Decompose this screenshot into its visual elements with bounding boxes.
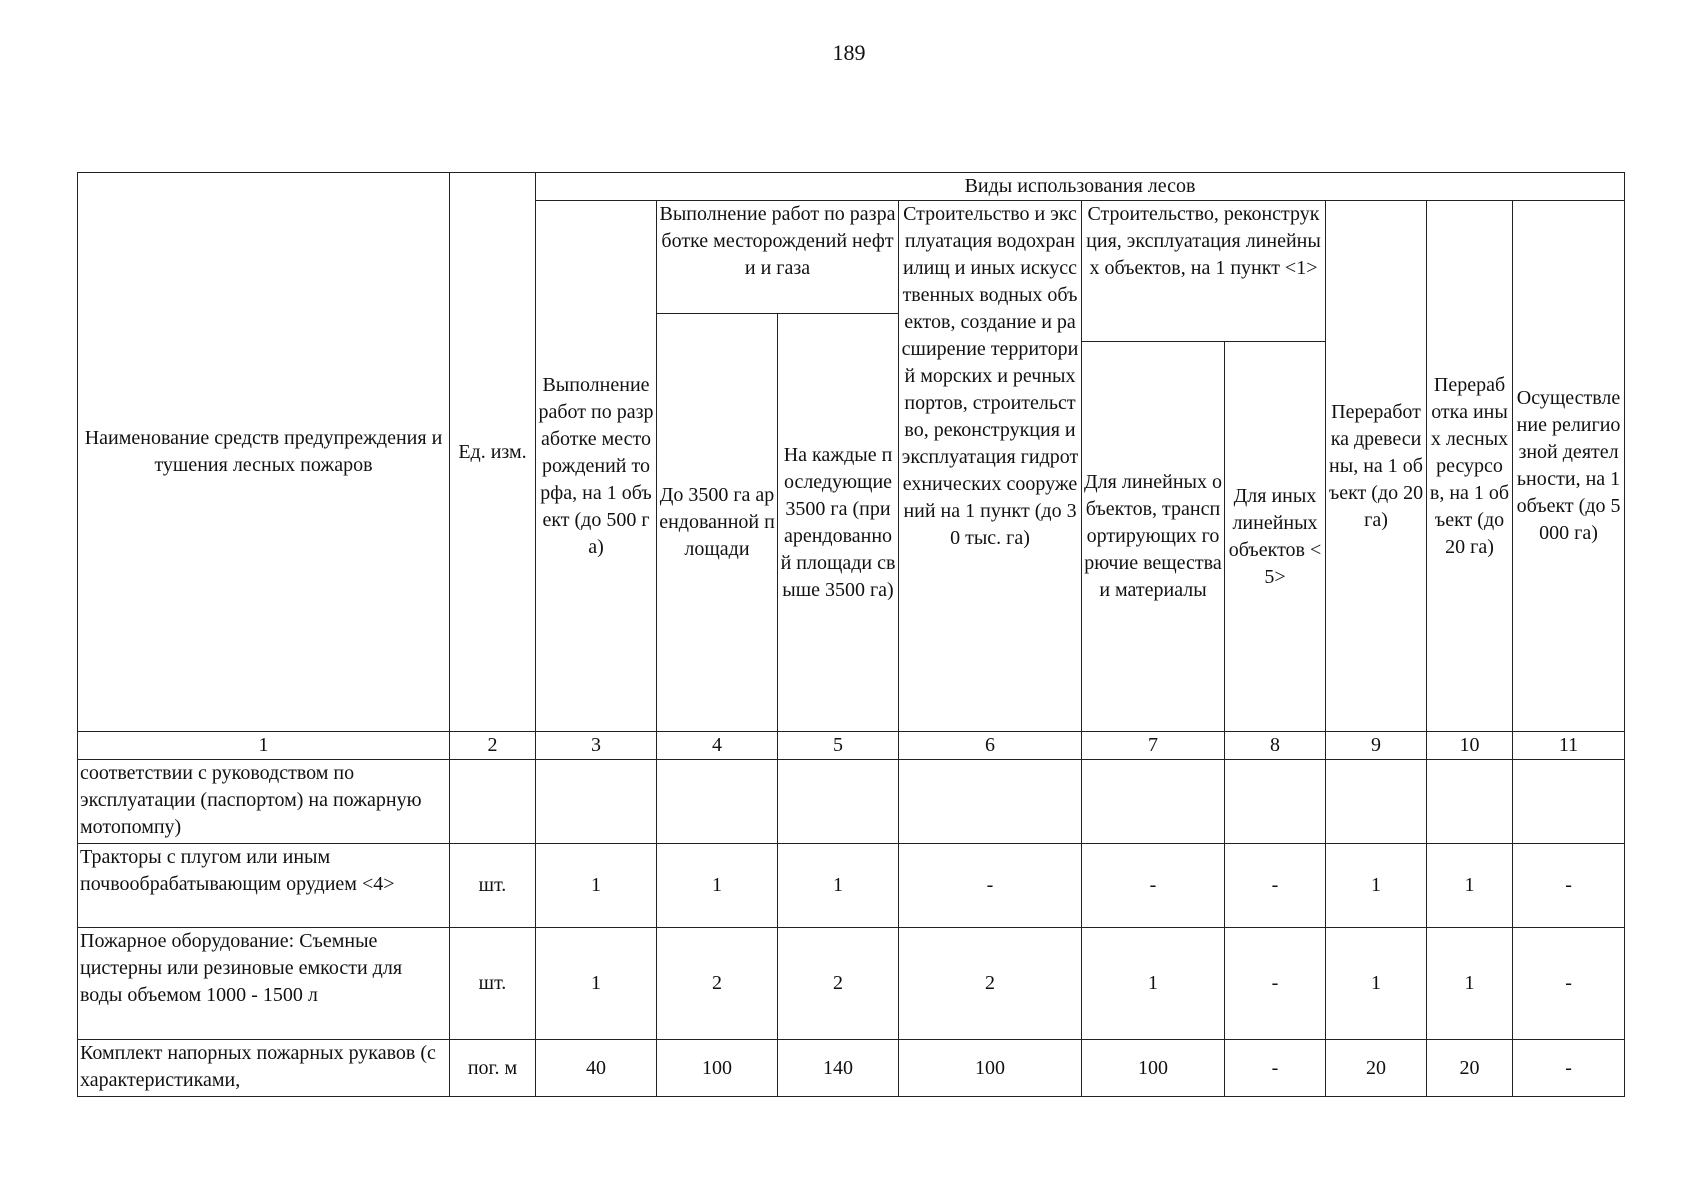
row-unit-cell [450, 760, 536, 844]
header-name-cell [78, 173, 450, 732]
page-number: 189 [832, 40, 866, 65]
header-linear-other-label: Для иных линейных объектов <5> [1228, 484, 1322, 588]
table-row [78, 844, 1625, 928]
column-number: 5 [778, 732, 899, 760]
header-linear-fuel-label: Для линейных объектов, транспортирующих горючие вещества и материалы [1084, 471, 1222, 601]
column-number: 3 [536, 732, 657, 760]
column-number: 6 [899, 732, 1082, 760]
row-value-cell: 1 [536, 928, 657, 1040]
row-value-cell: 100 [1082, 1040, 1225, 1097]
column-number: 1 [78, 732, 450, 760]
row-value-cell: 1 [1326, 928, 1427, 1040]
header-water-label: Строительство и эксплуатация водохранилищ и иных искусственных водных объектов, создание и расширение территорий морских и речных портов, строительство, реконструкция и эксплуатация гидротехнических сооружений на 1 пункт (до 30 тыс. га) [901, 203, 1079, 549]
header-row-1 [78, 173, 1625, 201]
header-wood-label: Переработка древесины, на 1 объект (до 20 га) [1328, 400, 1424, 531]
header-religious-label: Осуществление религиозной деятельности, на 1 объект (до 5000 га) [1516, 387, 1621, 544]
header-oil-gas-label: Выполнение работ по разработке месторождений нефти и газа [659, 203, 896, 279]
row-value-cell [1513, 760, 1625, 844]
header-oil-next-cell [778, 314, 899, 732]
row-name-cell: Тракторы с плугом или иным почвообрабатывающим орудием <4> [78, 844, 450, 928]
row-value-cell [1082, 760, 1225, 844]
header-linear-fuel-cell [1082, 342, 1225, 732]
column-number: 8 [1225, 732, 1326, 760]
header-unit-label: Ед. изм. [458, 440, 527, 463]
fire-equipment-norms-table [77, 172, 1625, 1097]
column-number: 7 [1082, 732, 1225, 760]
row-value-cell: 1 [657, 844, 778, 928]
row-value-cell [1427, 760, 1513, 844]
row-value-cell: 140 [778, 1040, 899, 1097]
header-linear-other-cell [1225, 342, 1326, 732]
row-value-cell: - [1513, 844, 1625, 928]
row-value-cell: - [1513, 928, 1625, 1040]
row-unit-cell: шт. [450, 844, 536, 928]
row-value-cell: - [1225, 1040, 1326, 1097]
row-value-cell: 1 [1427, 844, 1513, 928]
row-value-cell: 100 [899, 1040, 1082, 1097]
header-other-resources-label: Переработка иных лесных ресурсов, на 1 объект (до 20 га) [1429, 373, 1510, 558]
row-unit-cell: шт. [450, 928, 536, 1040]
row-value-cell [1326, 760, 1427, 844]
header-oil-first-label: До 3500 га арендованной площади [659, 484, 775, 560]
row-value-cell: - [1225, 844, 1326, 928]
header-forest-use-label: Виды использования лесов [964, 175, 1196, 197]
header-wood-cell [1326, 201, 1427, 732]
header-other-resources-cell [1427, 201, 1513, 732]
row-value-cell: 1 [1326, 844, 1427, 928]
header-religious-cell [1513, 201, 1625, 732]
header-oil-gas-group [657, 201, 899, 314]
header-peat-cell [536, 201, 657, 732]
header-linear-group [1082, 201, 1326, 342]
column-number-row [78, 732, 1625, 760]
column-number: 2 [450, 732, 536, 760]
row-value-cell: 2 [657, 928, 778, 1040]
column-number: 11 [1513, 732, 1625, 760]
header-name-label: Наименование средств предупреждения и тушения лесных пожаров [84, 427, 443, 476]
row-value-cell: - [1225, 928, 1326, 1040]
row-value-cell [899, 760, 1082, 844]
header-oil-next-label: На каждые последующие 3500 га (при арендованной площади свыше 3500 га) [780, 443, 896, 601]
row-value-cell [778, 760, 899, 844]
row-value-cell: 2 [778, 928, 899, 1040]
row-value-cell: 1 [536, 844, 657, 928]
row-unit-cell: пог. м [450, 1040, 536, 1097]
header-peat-label: Выполнение работ по разработке месторождений торфа, на 1 объект (до 500 га) [538, 373, 654, 558]
row-name-cell: Комплект напорных пожарных рукавов (с характеристиками, [78, 1040, 450, 1097]
table-row [78, 1040, 1625, 1097]
header-forest-use-group [536, 173, 1625, 201]
header-water-cell [899, 201, 1082, 732]
row-value-cell: - [899, 844, 1082, 928]
row-value-cell: 1 [1082, 928, 1225, 1040]
row-value-cell: 2 [899, 928, 1082, 1040]
row-value-cell: - [1513, 1040, 1625, 1097]
header-unit-cell [450, 173, 536, 732]
row-value-cell: 20 [1427, 1040, 1513, 1097]
row-name-cell: Пожарное оборудование: Съемные цистерны или резиновые емкости для воды объемом 1000 - 1500 л [78, 928, 450, 1040]
header-oil-first-cell [657, 314, 778, 732]
row-value-cell: - [1082, 844, 1225, 928]
column-number: 4 [657, 732, 778, 760]
column-number: 10 [1427, 732, 1513, 760]
row-value-cell: 20 [1326, 1040, 1427, 1097]
row-name-cell: соответствии с руководством по эксплуатации (паспортом) на пожарную мотопомпу) [78, 760, 450, 844]
row-value-cell: 1 [1427, 928, 1513, 1040]
header-linear-label: Строительство, реконструкция, эксплуатация линейных объектов, на 1 пункт <1> [1086, 203, 1321, 279]
row-value-cell: 40 [536, 1040, 657, 1097]
row-value-cell: 100 [657, 1040, 778, 1097]
row-value-cell [536, 760, 657, 844]
table-row [78, 760, 1625, 844]
column-number: 9 [1326, 732, 1427, 760]
table-row [78, 928, 1625, 1040]
row-value-cell: 1 [778, 844, 899, 928]
row-value-cell [657, 760, 778, 844]
row-value-cell [1225, 760, 1326, 844]
